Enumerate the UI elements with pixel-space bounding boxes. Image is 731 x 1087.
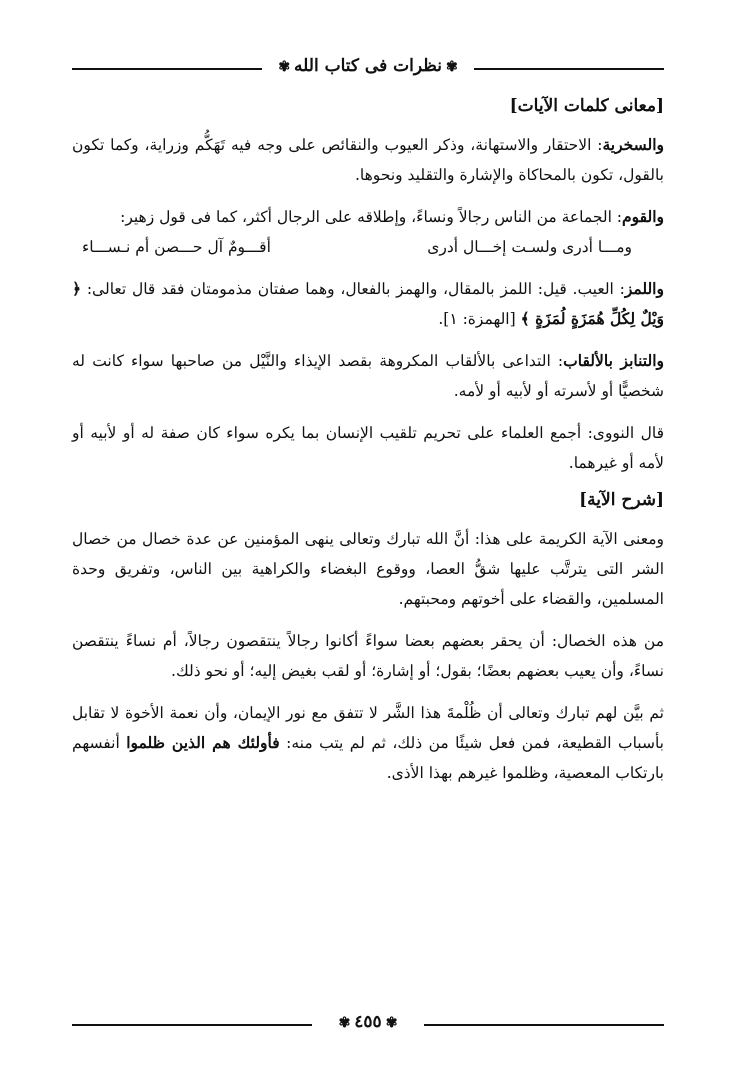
flower-ornament-icon: ✾	[445, 58, 458, 75]
section-title-vocabulary: [معانى كلمات الآيات]	[509, 96, 664, 116]
quran-quote: ﴿ وَيْلٌ لِكُلِّ هُمَزَةٍ لُمَزَةٍ ﴾	[72, 279, 664, 328]
running-header	[72, 56, 664, 80]
footer-rule-left	[72, 1024, 312, 1026]
definition-text: : الجماعة من الناس رجالاً ونساءً، وإطلاقه على الرجال أكثر، كما فى قول زهير:	[120, 208, 623, 226]
section-title-explanation: [شرح الآية]	[579, 490, 664, 510]
header-rule-right	[474, 68, 664, 70]
page-content	[72, 96, 664, 800]
header-rule-left	[72, 68, 262, 70]
header-title	[262, 56, 474, 76]
nawawi-quote: قال النووى: أجمع العلماء على تحريم تلقيب الإنسان بما يكره سواء كان صفة له أو لأبيه أو لأمه أو غيرهما.	[72, 424, 664, 472]
term: والقوم	[622, 207, 664, 226]
verse-first-hemistich: ومـــا أدرى ولسـت إخـــال أدرى	[427, 238, 632, 256]
book-title: نظرات فى كتاب الله	[294, 56, 442, 76]
term: والتنابز بالألقاب	[563, 351, 664, 370]
footer-rule-right	[424, 1024, 664, 1026]
quoted-phrase: فأولئك هم الذين ظلموا	[126, 733, 280, 752]
flower-ornament-icon: ✾	[385, 1014, 398, 1031]
page-number: ✾ ٤٥٥ ✾	[338, 1012, 398, 1032]
definition-text: : التداعى بالألقاب المكروهة بقصد الإيذاء والنَّيْل من صاحبها سواء كانت له شخصيًّا أو لأسرته أو لأبيه أو لأمه.	[72, 352, 664, 400]
definition-qawm	[72, 202, 664, 232]
page-footer	[72, 1012, 664, 1036]
flower-ornament-icon: ✾	[338, 1014, 351, 1031]
definition-text: : الاحتقار والاستهانة، وذكر العيوب والنقائص على وجه فيه تَهَكُّم وزراية، وكما تكون بالقول، تكون بالمحاكاة والإشارة والتقليد ونحوها.	[72, 136, 664, 184]
explanation-paragraph-3: ثم بيَّن لهم تبارك وتعالى أن ظُلْمةَ هذا الشَّر لا تتفق مع نور الإيمان، وأن نعمة الأخوة لا تقابل بأسباب القطيعة، فمن فعل شيئًا من ذلك، ثم لم يتب منه: فأولئك هم الذين ظلموا أنفسهم بارتكاب المعصية، وظلموا غيرهم بهذا الأذى.	[72, 704, 664, 782]
definition-lamz	[72, 274, 664, 334]
definition-sukhriya	[72, 130, 664, 190]
explanation-paragraph-2: من هذه الخصال: أن يحقر بعضهم بعضا سواءً أكانوا رجالاً ينتقصون رجالاً، أم نساءً ينتقصن نساءً، وأن يعيب بعضهم بعضًا؛ بقول؛ أو إشارة؛ أو لقب بغيض إليه؛ أو نحو ذلك.	[72, 632, 664, 680]
definition-text: : العيب. قيل: اللمز بالمقال، والهمز بالفعال، وهما صفتان مذمومتان فقد قال تعالى:	[86, 280, 625, 298]
poetry-verse	[72, 232, 664, 262]
term: واللمز	[624, 279, 664, 298]
verse-second-hemistich: أقـــومٌ آل حـــصن أم نـســـاء	[82, 238, 271, 256]
definition-tanabuz	[72, 346, 664, 406]
term: والسخرية	[602, 135, 664, 154]
explanation-paragraph-1: ومعنى الآية الكريمة على هذا: أنَّ الله تبارك وتعالى ينهى المؤمنين عن عدة خصال من خصال الشر التى يترتَّب عليها شقُّ العصا، ووقوع البغضاء والكراهية بين الناس، وتفريق وحدة المسلمين، والقضاء على أخوتهم ومحبتهم.	[72, 530, 664, 608]
flower-ornament-icon: ✾	[278, 58, 291, 75]
quran-reference: [الهمزة: ١].	[438, 310, 516, 328]
